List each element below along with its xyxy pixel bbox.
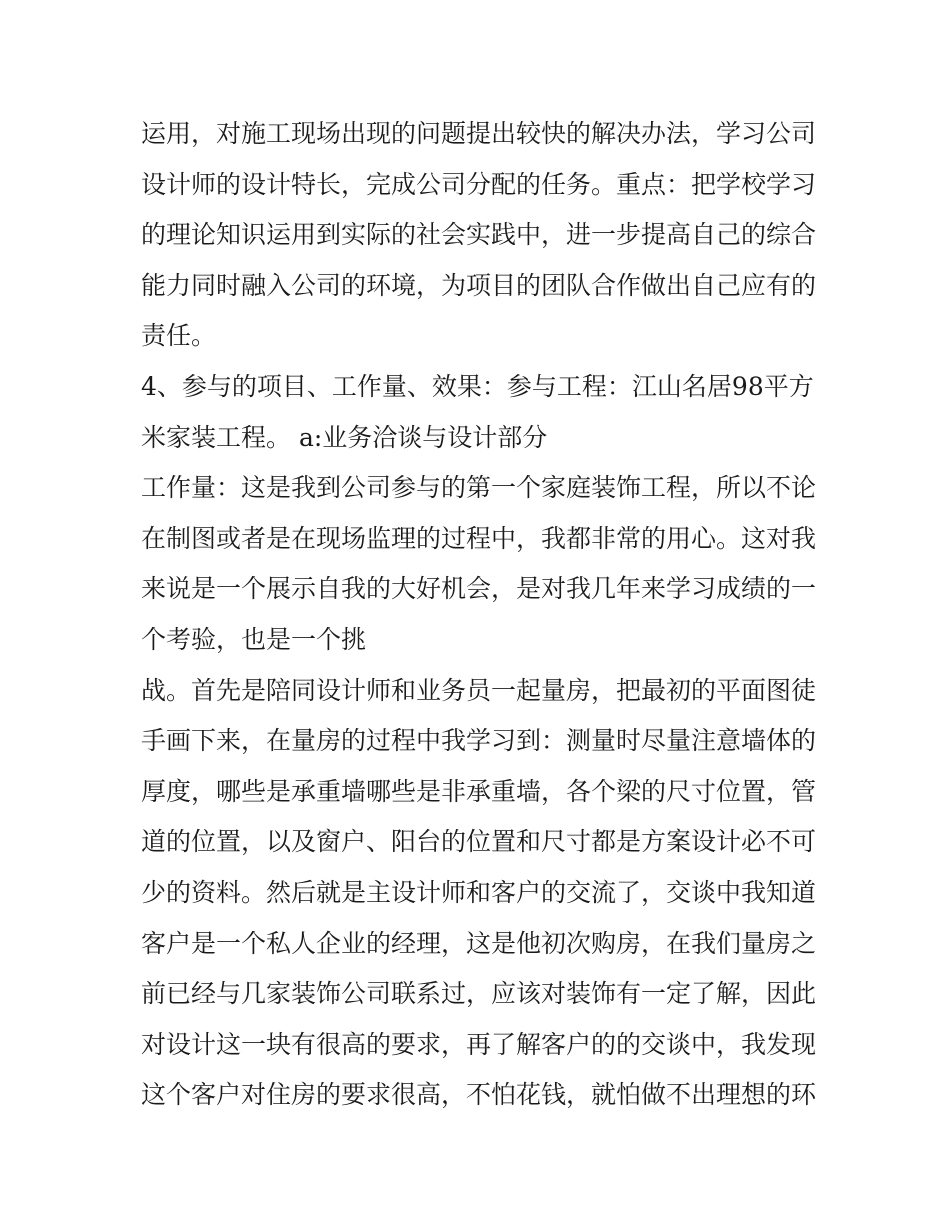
text-line: 前已经与几家装饰公司联系过，应该对装饰有一定了解，因此 (141, 979, 817, 1009)
text-line: 道的位置，以及窗户、阳台的位置和尺寸都是方案设计必不可 (141, 827, 817, 857)
text-line: 对设计这一块有很高的要求，再了解客户的的交谈中，我发现 (141, 1029, 817, 1059)
text-line: 少的资料。然后就是主设计师和客户的交流了，交谈中我知道 (141, 877, 817, 907)
text-line: 在制图或者是在现场监理的过程中，我都非常的用心。这对我 (141, 523, 817, 553)
body-text (141, 109, 817, 1121)
text-line: 米家装工程。 a:业务洽谈与设计部分 (141, 422, 548, 452)
text-line: 能力同时融入公司的环境，为项目的团队合作做出自己应有的 (141, 270, 817, 300)
text-line: 这个客户对住房的要求很高，不怕花钱，就怕做不出理想的环 (141, 1080, 817, 1110)
text-line: 手画下来，在量房的过程中我学习到：测量时尽量注意墙体的 (141, 726, 817, 756)
text-line: 4、参与的项目、工作量、效果：参与工程：江山名居98平方 (141, 371, 814, 401)
text-line: 厚度，哪些是承重墙哪些是非承重墙，各个梁的尺寸位置，管 (141, 776, 817, 806)
text-line: 运用，对施工现场出现的问题提出较快的解决办法，学习公司 (141, 119, 817, 148)
text-line: 工作量：这是我到公司参与的第一个家庭装饰工程，所以不论 (141, 473, 817, 503)
text-line: 的理论知识运用到实际的社会实践中，进一步提高自己的综合 (141, 220, 817, 250)
text-line: 来说是一个展示自我的大好机会，是对我几年来学习成绩的一 (141, 574, 817, 604)
text-line: 设计师的设计特长，完成公司分配的任务。重点：把学校学习 (141, 169, 817, 199)
text-line: 个考验，也是一个挑 (141, 624, 367, 654)
text-line: 客户是一个私人企业的经理，这是他初次购房，在我们量房之 (141, 928, 817, 958)
text-line: 责任。 (141, 321, 217, 351)
text-line: 战。首先是陪同设计师和业务员一起量房，把最初的平面图徒 (141, 675, 817, 705)
